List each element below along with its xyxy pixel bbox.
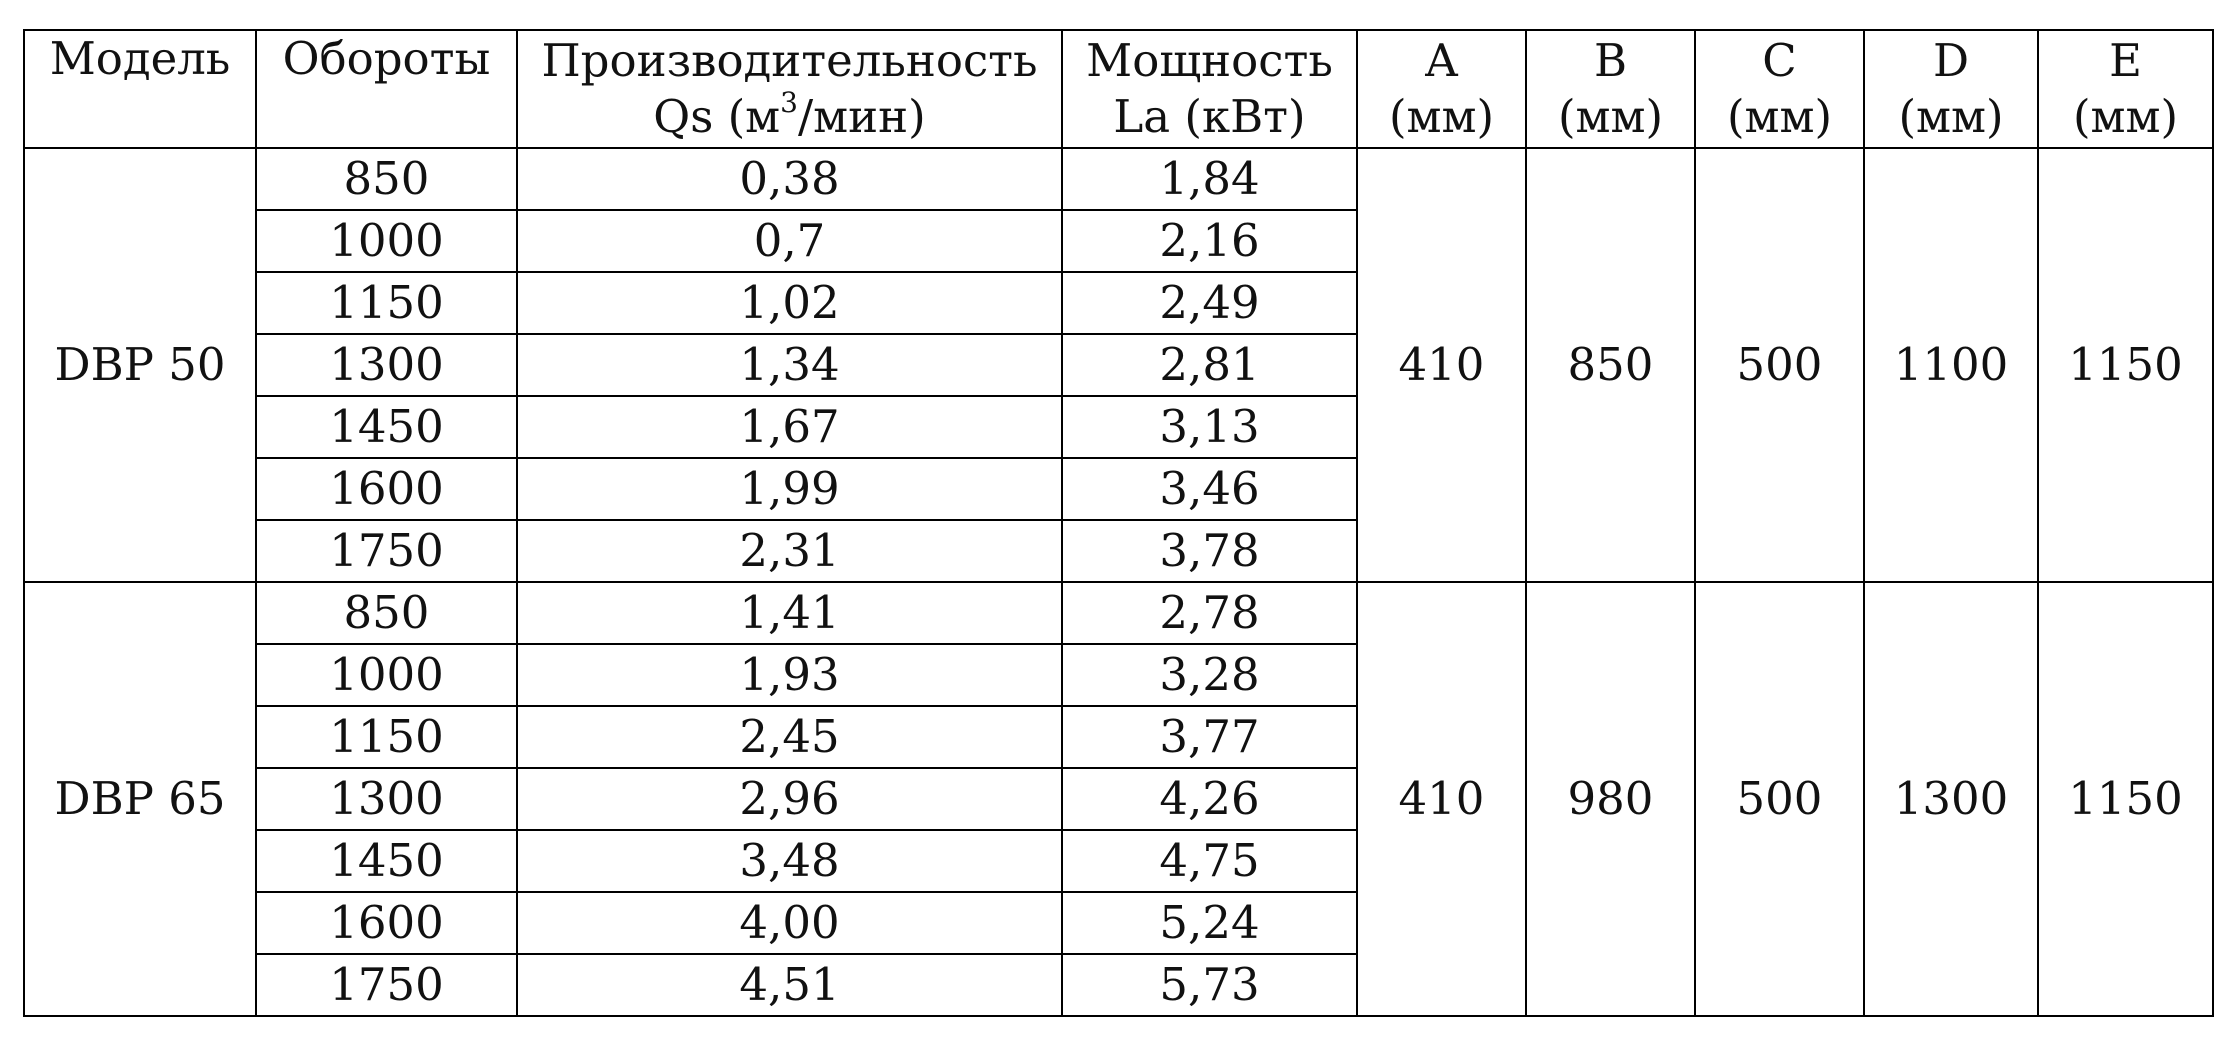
header-capacity-unit-b: /мин) bbox=[797, 90, 926, 143]
power-cell: 5,73 bbox=[1062, 954, 1357, 1016]
speed-cell: 850 bbox=[256, 582, 517, 644]
capacity-cell: 0,38 bbox=[517, 148, 1062, 210]
speed-cell: 850 bbox=[256, 148, 517, 210]
header-c bbox=[1695, 30, 1864, 148]
power-cell: 3,13 bbox=[1062, 396, 1357, 458]
header-d-unit: (мм) bbox=[1898, 90, 2004, 143]
power-cell: 2,78 bbox=[1062, 582, 1357, 644]
header-b bbox=[1526, 30, 1695, 148]
power-cell: 5,24 bbox=[1062, 892, 1357, 954]
header-speed-label: Обороты bbox=[282, 32, 491, 85]
power-cell: 2,49 bbox=[1062, 272, 1357, 334]
table-row bbox=[24, 582, 2213, 644]
header-power-line1: Мощность bbox=[1086, 34, 1333, 87]
table-row bbox=[24, 148, 2213, 210]
dimension-b-cell: 850 bbox=[1526, 148, 1695, 582]
power-cell: 2,16 bbox=[1062, 210, 1357, 272]
capacity-cell: 1,02 bbox=[517, 272, 1062, 334]
power-cell: 3,28 bbox=[1062, 644, 1357, 706]
speed-cell: 1450 bbox=[256, 830, 517, 892]
speed-cell: 1300 bbox=[256, 334, 517, 396]
header-capacity-line1: Производительность bbox=[541, 34, 1038, 87]
model-cell: DBP 50 bbox=[24, 148, 256, 582]
dimension-d-cell: 1300 bbox=[1864, 582, 2038, 1016]
dimension-c-cell: 500 bbox=[1695, 582, 1864, 1016]
capacity-cell: 1,93 bbox=[517, 644, 1062, 706]
speed-cell: 1750 bbox=[256, 520, 517, 582]
header-a-letter: A bbox=[1425, 34, 1458, 87]
capacity-cell: 2,31 bbox=[517, 520, 1062, 582]
table-header bbox=[24, 30, 2213, 148]
power-cell: 3,78 bbox=[1062, 520, 1357, 582]
header-capacity-superscript: 3 bbox=[780, 86, 798, 119]
speed-cell: 1150 bbox=[256, 706, 517, 768]
speed-cell: 1000 bbox=[256, 210, 517, 272]
header-speed bbox=[256, 30, 517, 148]
header-b-letter: B bbox=[1593, 34, 1628, 87]
capacity-cell: 4,51 bbox=[517, 954, 1062, 1016]
header-model-label: Модель bbox=[49, 32, 231, 85]
capacity-cell: 1,41 bbox=[517, 582, 1062, 644]
header-power bbox=[1062, 30, 1357, 148]
header-a bbox=[1357, 30, 1526, 148]
specifications-table bbox=[23, 29, 2214, 1017]
capacity-cell: 4,00 bbox=[517, 892, 1062, 954]
speed-cell: 1300 bbox=[256, 768, 517, 830]
capacity-cell: 3,48 bbox=[517, 830, 1062, 892]
power-cell: 1,84 bbox=[1062, 148, 1357, 210]
header-b-unit: (мм) bbox=[1557, 90, 1664, 143]
power-cell: 2,81 bbox=[1062, 334, 1357, 396]
capacity-cell: 1,99 bbox=[517, 458, 1062, 520]
capacity-cell: 1,67 bbox=[517, 396, 1062, 458]
header-d-letter: D bbox=[1932, 34, 1970, 87]
power-cell: 3,77 bbox=[1062, 706, 1357, 768]
header-capacity-unit-a: Qs (м bbox=[653, 90, 781, 143]
dimension-a-cell: 410 bbox=[1357, 148, 1526, 582]
dimension-a-cell: 410 bbox=[1357, 582, 1526, 1016]
header-a-unit: (мм) bbox=[1388, 90, 1495, 143]
speed-cell: 1750 bbox=[256, 954, 517, 1016]
speed-cell: 1600 bbox=[256, 458, 517, 520]
header-c-unit: (мм) bbox=[1726, 90, 1833, 143]
header-row bbox=[24, 30, 2213, 148]
dimension-e-cell: 1150 bbox=[2038, 582, 2213, 1016]
power-cell: 4,26 bbox=[1062, 768, 1357, 830]
speed-cell: 1600 bbox=[256, 892, 517, 954]
dimension-b-cell: 980 bbox=[1526, 582, 1695, 1016]
header-c-letter: C bbox=[1762, 34, 1797, 87]
header-model bbox=[24, 30, 256, 148]
header-power-line2: La (кВт) bbox=[1113, 90, 1306, 143]
speed-cell: 1450 bbox=[256, 396, 517, 458]
capacity-cell: 2,96 bbox=[517, 768, 1062, 830]
speed-cell: 1150 bbox=[256, 272, 517, 334]
power-cell: 4,75 bbox=[1062, 830, 1357, 892]
header-e-unit: (мм) bbox=[2072, 90, 2179, 143]
header-d bbox=[1864, 30, 2038, 148]
dimension-e-cell: 1150 bbox=[2038, 148, 2213, 582]
dimension-c-cell: 500 bbox=[1695, 148, 1864, 582]
speed-cell: 1000 bbox=[256, 644, 517, 706]
dimension-d-cell: 1100 bbox=[1864, 148, 2038, 582]
header-e bbox=[2038, 30, 2213, 148]
header-capacity-line2 bbox=[518, 86, 1061, 145]
power-cell: 3,46 bbox=[1062, 458, 1357, 520]
model-cell: DBP 65 bbox=[24, 582, 256, 1016]
capacity-cell: 0,7 bbox=[517, 210, 1062, 272]
header-e-letter: E bbox=[2109, 34, 2142, 87]
header-capacity bbox=[517, 30, 1062, 148]
capacity-cell: 2,45 bbox=[517, 706, 1062, 768]
table-body bbox=[24, 148, 2213, 1016]
capacity-cell: 1,34 bbox=[517, 334, 1062, 396]
